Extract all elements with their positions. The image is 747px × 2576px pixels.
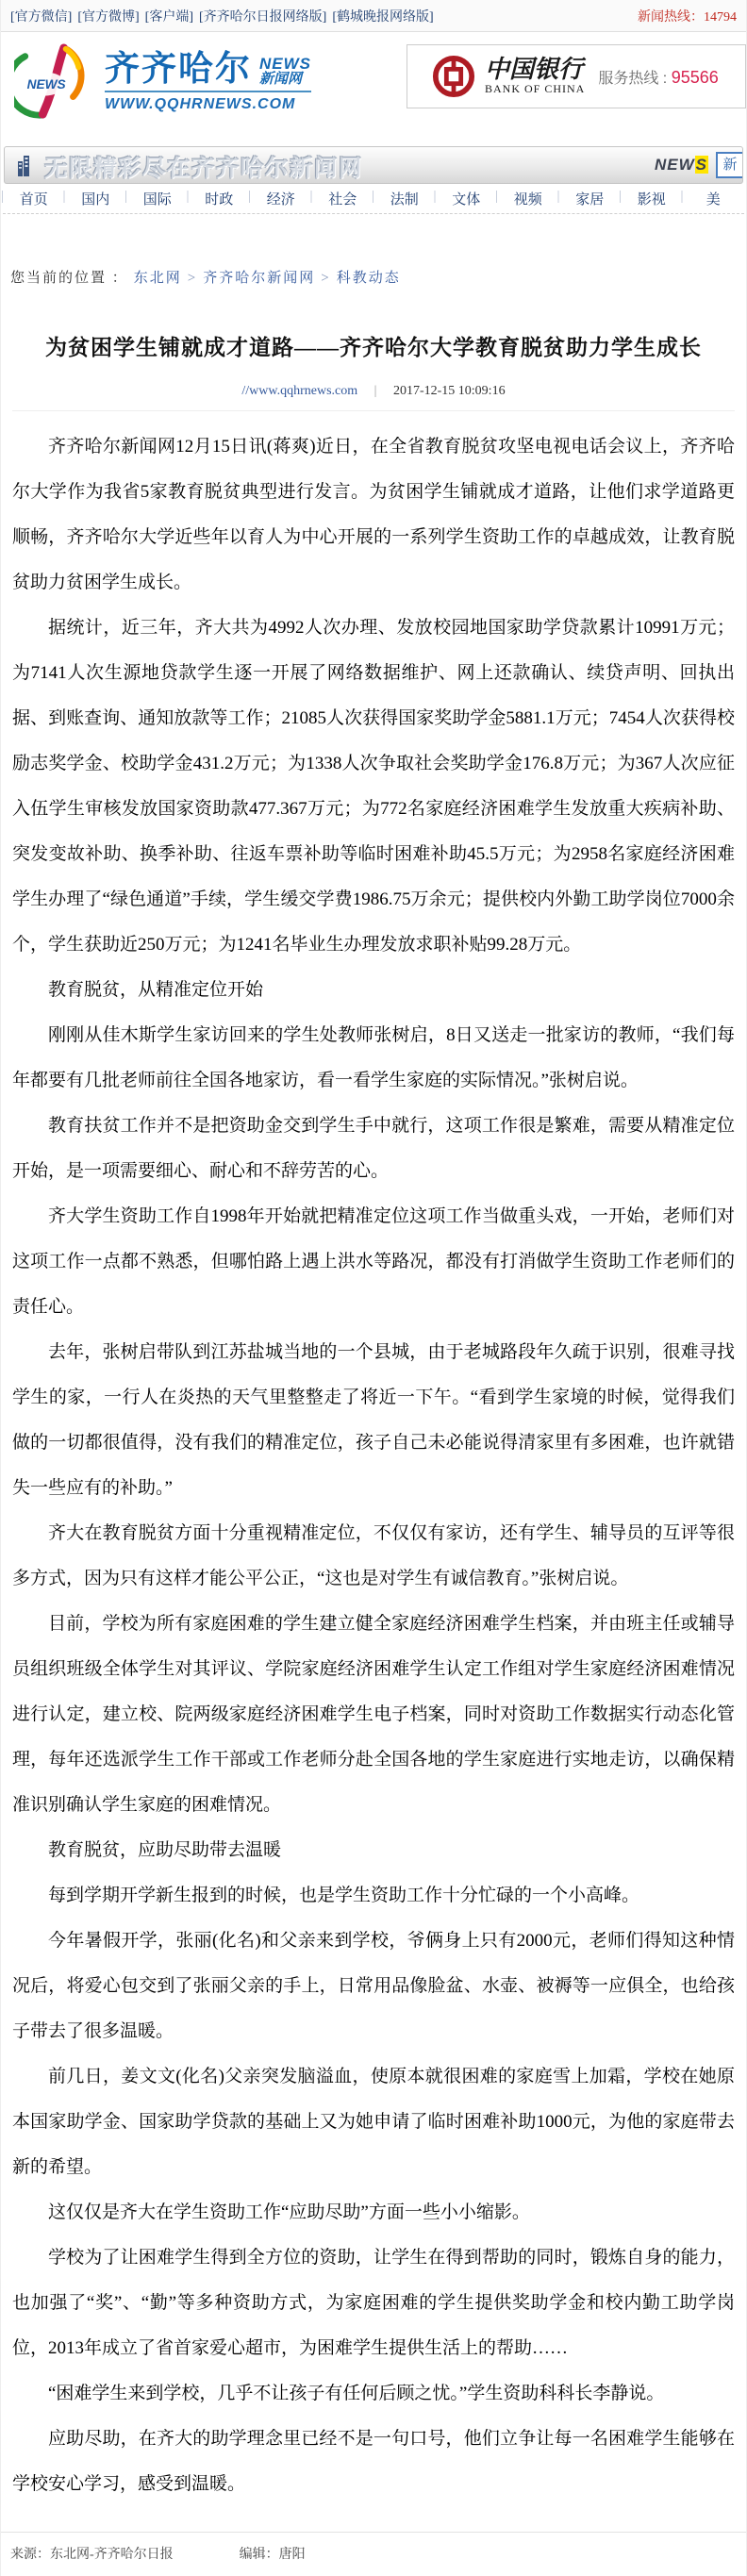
article	[1, 330, 746, 2507]
nav-item[interactable]: | 文体	[436, 189, 498, 208]
article-paragraph: “困难学生来到学校，几乎不让孩子有任何后顾之忧。”学生资助科科长李静说。	[48, 2384, 665, 2403]
site-wordmark	[105, 51, 311, 113]
article-title: 为贫困学生铺就成才道路——齐齐哈尔大学教育脱贫助力学生成长	[45, 336, 702, 359]
article-paragraph: 今年暑假开学，张丽(化名)和父亲来到学校，爷俩身上只有2000元，老师们得知这种情况后，将爱心包交到了张丽父亲的手上，日常用品像脸盆、水壶、被褥等一应俱全，也给孩子带去了很多温暖。	[12, 1931, 735, 2041]
footer-editor: 编辑：唐阳	[239, 2548, 306, 2562]
bank-of-china-ad[interactable]	[407, 44, 746, 108]
nav-item[interactable]: | 国际	[126, 189, 189, 208]
article-paragraph: 这仅仅是齐大在学生资助工作“应助尽助”方面一些小小缩影。	[48, 2202, 530, 2222]
nav-item[interactable]: | 时政	[189, 189, 251, 208]
breadcrumb	[10, 267, 746, 287]
nav-item[interactable]: | 美	[683, 189, 745, 208]
article-paragraph: 刚刚从佳木斯学生家访回来的学生处教师张树启，8日又送走一批家访的教师，“我们每年都要有几批老师前往全国各地家访，看一看学生家庭的实际情况。”张树启说。	[12, 1025, 735, 1090]
article-body	[12, 424, 735, 2507]
main-nav	[3, 184, 744, 214]
article-source-url[interactable]: //www.qqhrnews.com	[241, 384, 358, 398]
meta-separator: |	[374, 384, 377, 398]
article-paragraph: 教育脱贫，应助尽助带去温暖	[48, 1840, 282, 1860]
bank-of-china-icon	[432, 55, 475, 98]
breadcrumb-separator: >	[321, 271, 331, 286]
breadcrumb-link[interactable]: 东北网	[133, 271, 182, 286]
nav-item[interactable]: | 首页	[3, 189, 65, 208]
top-bar	[1, 0, 746, 32]
banner-news-logo: NEWS	[654, 156, 707, 174]
banner-corner-button[interactable]: 新	[716, 152, 743, 178]
news-swirl-icon	[14, 43, 91, 121]
top-bar-links	[10, 7, 434, 25]
nav-item[interactable]: | 影视	[621, 189, 683, 208]
article-paragraph: 去年，张树启带队到江苏盐城当地的一个县城，由于老城路段年久疏于识别，很难寻找学生的家，一行人在炎热的天气里整整走了将近一下午。“看到学生家境的时候，觉得我们做的一切都很值得，没有我们的精准定位，孩子自己未必能说得清家里有多困难，也许就错失一些应有的补助。”	[12, 1342, 735, 1498]
breadcrumb-label: 您当前的位置 ：	[10, 271, 128, 286]
top-bar-link[interactable]: [客户端]	[144, 9, 193, 25]
top-bar-link[interactable]: [鹤城晚报网络版]	[332, 9, 434, 25]
article-paragraph: 教育扶贫工作并不是把资助金交到学生手中就行，这项工作很是繁难，需要从精准定位开始，是一项需要细心、耐心和不辞劳苦的心。	[12, 1116, 735, 1181]
article-paragraph: 齐大在教育脱贫方面十分重视精准定位，不仅仅有家访，还有学生、辅导员的互评等很多方式，因为只有这样才能公平公正，“这也是对学生有诚信教育。”张树启说。	[12, 1523, 735, 1588]
top-bar-link[interactable]: [齐齐哈尔日报网络版]	[198, 9, 327, 25]
nav-item[interactable]: | 社会	[312, 189, 374, 208]
breadcrumb-link[interactable]: 齐齐哈尔新闻网	[203, 271, 316, 286]
article-paragraph: 齐大学生资助工作自1998年开始就把精准定位这项工作当做重头戏，一开始，老师们对这项工作一点都不熟悉，但哪怕路上遇上洪水等路况，都没有打消做学生资助工作老师们的责任心。	[12, 1206, 735, 1317]
news-hotline: 新闻热线：14794	[638, 9, 737, 25]
building-icon	[16, 154, 33, 176]
article-paragraph: 齐齐哈尔新闻网12月15日讯(蒋爽)近日，在全省教育脱贫攻坚电视电话会议上，齐齐哈尔大学作为我省5家教育脱贫典型进行发言。为贫困学生铺就成才道路，让他们求学道路更顺畅，齐齐哈尔大学近些年以育人为中心开展的一系列学生资助工作的卓越成效，让教育脱贫助力贫困学生成长。	[12, 437, 735, 592]
site-name-en: NEWS	[259, 55, 311, 73]
wordmark-divider	[105, 91, 311, 92]
breadcrumb-separator: >	[187, 271, 198, 286]
footer-source: 来源：东北网-齐齐哈尔日报	[10, 2548, 174, 2562]
site-name: 齐齐哈尔	[105, 49, 252, 88]
breadcrumb-link[interactable]: 科教动态	[336, 271, 401, 286]
nav-item[interactable]: | 家居	[559, 189, 622, 208]
article-paragraph: 学校为了让困难学生得到全方位的资助，让学生在得到帮助的同时，锻炼自身的能力，也加强了“奖”、“勤”等多种资助方式，为家庭困难的学生提供奖助学金和校内勤工助学岗位，2013年成立了省首家爱心超市，为困难学生提供生活上的帮助……	[12, 2248, 735, 2358]
article-paragraph: 目前，学校为所有家庭困难的学生建立健全家庭经济困难学生档案，并由班主任或辅导员组织班级全体学生对其评议、学院家庭经济困难学生认定工作组对学生家庭经济困难情况进行认定，建立校、院两级家庭经济困难学生电子档案，同时对资助工作数据实行动态化管理，每年还选派学生工作干部或工作老师分赴全国各地的学生家庭进行实地走访，以确保精准识别确认学生家庭的困难情况。	[12, 1614, 735, 1815]
article-paragraph: 每到学期开学新生报到的时候，也是学生资助工作十分忙碌的一个小高峰。	[48, 1886, 640, 1905]
site-header	[1, 32, 746, 146]
banner-slogan: 无限精彩尽在齐齐哈尔新闻网	[44, 155, 363, 181]
nav-item[interactable]: | 视频	[497, 189, 559, 208]
nav-item[interactable]: | 国内	[65, 189, 127, 208]
nav-item[interactable]: | 经济	[250, 189, 312, 208]
nav-item[interactable]: | 法制	[374, 189, 436, 208]
promo-banner	[4, 146, 743, 184]
bank-service-hotline: 服务热线 : 95566	[598, 67, 719, 87]
article-paragraph: 前几日，姜文文(化名)父亲突发脑溢血，使原本就很困难的家庭雪上加霜，学校在她原本国家助学金、国家助学贷款的基础上又为她申请了临时困难补助1000元，为他的家庭带去新的希望。	[12, 2067, 735, 2177]
site-name-sub: 新闻网	[259, 71, 303, 87]
article-paragraph: 据统计，近三年，齐大共为4992人次办理、发放校园地国家助学贷款累计10991万元；为7141人次生源地贷款学生逐一开展了网络数据维护、网上还款确认、续贷声明、回执出据、到账查询、通知放款等工作；21085人次获得国家奖助学金5881.1万元；7454人次获得校励志奖学金、校助学金431.2万元；为1338人次争取社会奖助学金176.8万元；为367人次应征入伍学生审核发放国家资助款477.367万元；为772名家庭经济困难学生发放重大疾病补助、突发变故补助、换季补助、往返车票补助等临时困难补助45.5万元；为2958名家庭经济困难学生办理了“绿色通道”手续，学生缓交学费1986.75万余元；提供校内外勤工助学岗位7000余个，学生获助近250万元；为1241名毕业生办理发放求职补贴99.28万元。	[12, 618, 735, 955]
svg-text:NEWS: NEWS	[26, 76, 66, 91]
article-datetime: 2017-12-15 10:09:16	[392, 384, 506, 398]
top-bar-link[interactable]: [官方微博]	[77, 9, 140, 25]
site-url: WWW.QQHRNEWS.COM	[105, 96, 296, 112]
article-paragraph: 应助尽助，在齐大的助学理念里已经不是一句口号，他们立争让每一名困难学生能够在学校安心学习，感受到温暖。	[12, 2429, 735, 2494]
article-paragraph: 教育脱贫，从精准定位开始	[48, 980, 264, 1000]
bank-name: 中国银行	[485, 55, 584, 83]
bank-name-en: BANK OF CHINA	[485, 82, 586, 96]
top-bar-link[interactable]: [官方微信]	[10, 9, 73, 25]
page-footer	[1, 2532, 746, 2576]
article-meta	[12, 384, 735, 411]
